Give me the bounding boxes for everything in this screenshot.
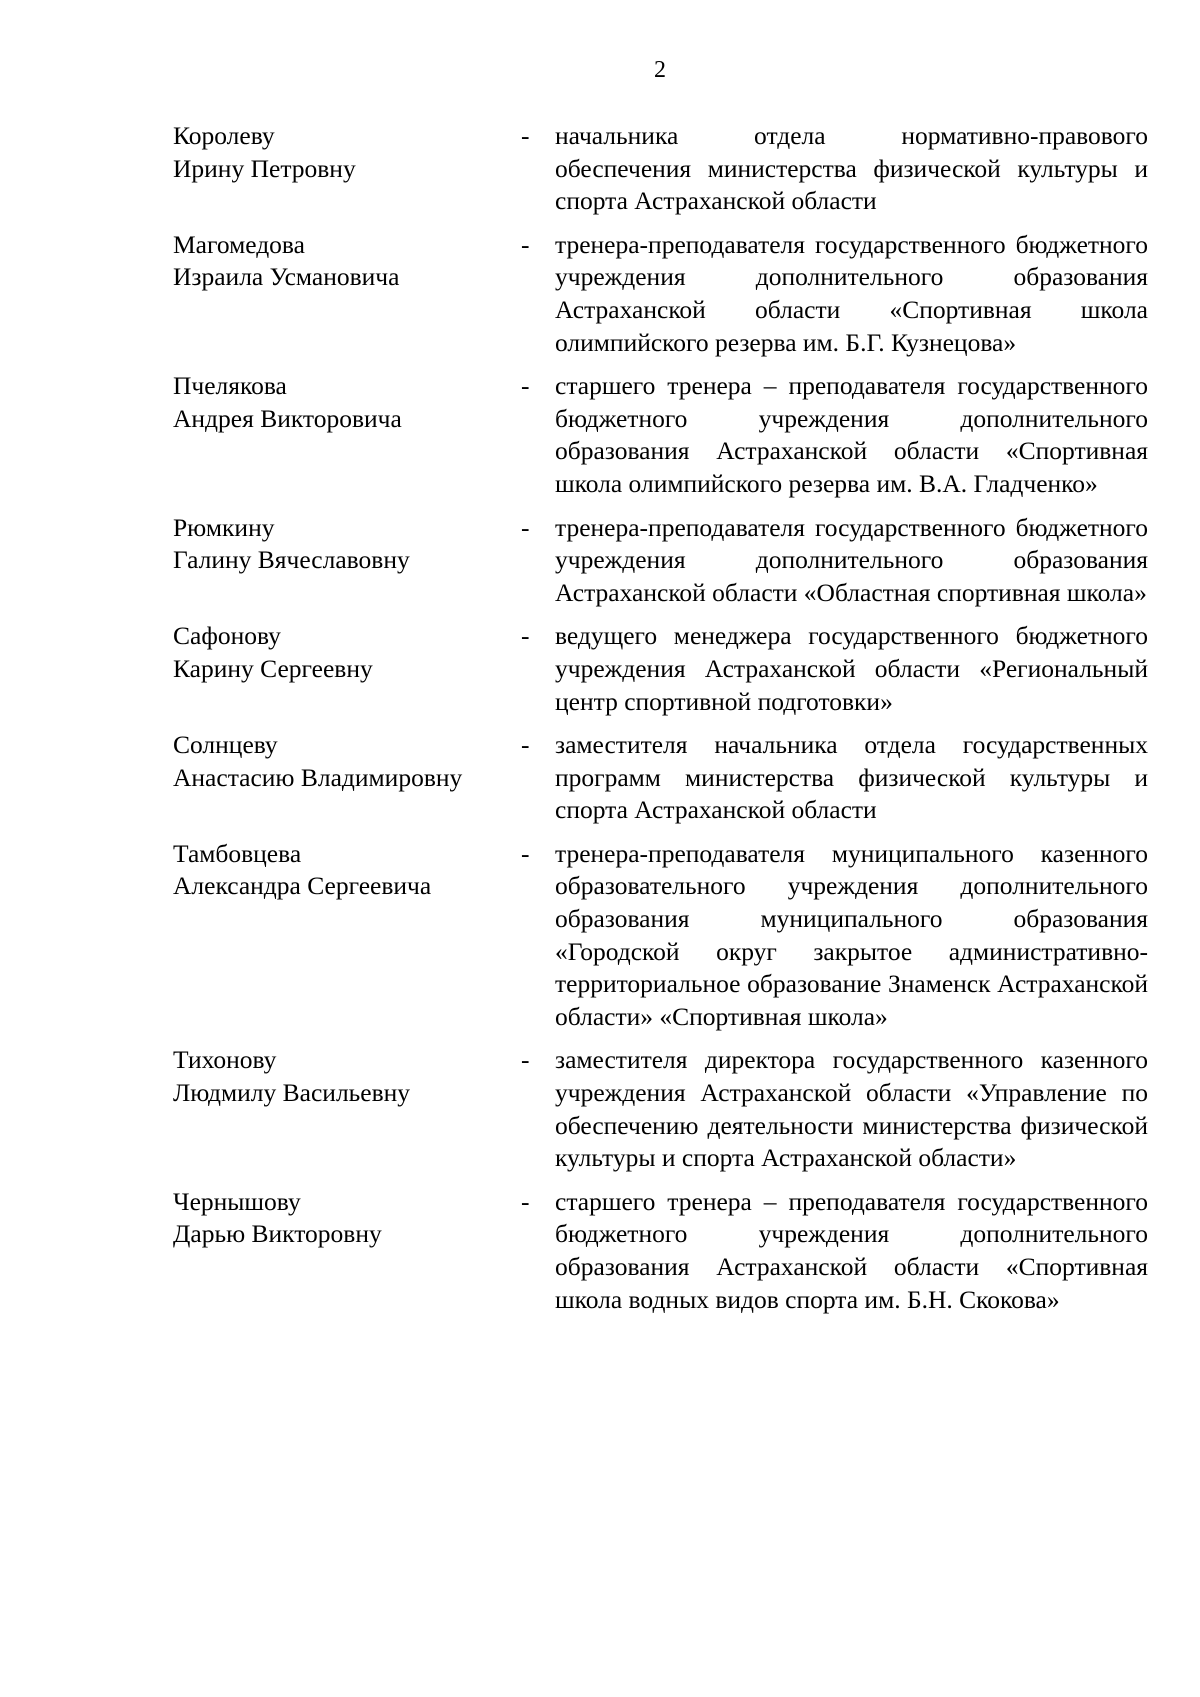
person-position: ведущего менеджера государственного бюджетного учреждения Астраханской области «Региональный центр спортивной подготовки» [555, 621, 1148, 716]
list-item [173, 620, 1148, 718]
award-list [173, 120, 1148, 1327]
person-surname: Солнцеву [173, 730, 278, 760]
person-position: начальника отдела нормативно-правового обеспечения министерства физической культуры и спорта Астраханской области [555, 121, 1148, 216]
list-item [173, 512, 1148, 610]
dash-separator: - [521, 838, 530, 868]
dash-separator: - [521, 621, 530, 651]
person-name [173, 838, 521, 1034]
person-name [173, 1186, 521, 1316]
person-surname: Сафонову [173, 621, 281, 651]
person-given-names: Андрея Викторовича [173, 403, 402, 433]
dash-separator: - [521, 512, 530, 542]
person-position: тренера-преподавателя муниципального казенного образовательного учреждения дополнительного образования муниципального образования «Городской округ закрытое административно-территориальное образование Знаменск Астраханской области» «Спортивная школа» [555, 838, 1148, 1031]
person-name [173, 512, 521, 610]
person-surname: Тамбовцева [173, 838, 302, 868]
person-surname: Королеву [173, 121, 275, 150]
person-position: старшего тренера – преподавателя государственного бюджетного учреждения дополнительного образования Астраханской области «Спортивная школа водных видов спорта им. Б.Н. Скокова» [555, 1186, 1148, 1314]
person-given-names: Галину Вячеславовну [173, 545, 410, 575]
person-given-names: Карину Сергеевну [173, 653, 373, 683]
list-item [173, 370, 1148, 500]
person-surname: Рюмкину [173, 512, 275, 542]
list-item [173, 838, 1148, 1034]
page-number: 2 [654, 57, 666, 83]
person-name [173, 229, 521, 359]
person-given-names: Ирину Петровну [173, 153, 356, 183]
dash-separator: - [521, 229, 530, 259]
person-position: тренера-преподавателя государственного бюджетного учреждения дополнительного образования Астраханской области «Областная спортивная школа» [555, 512, 1148, 607]
person-name [173, 729, 521, 827]
person-position: заместителя начальника отдела государственных программ министерства физической культуры и спорта Астраханской области [555, 730, 1148, 825]
person-name [173, 1044, 521, 1174]
list-item [173, 1186, 1148, 1316]
person-position: заместителя директора государственного казенного учреждения Астраханской области «Управление по обеспечению деятельности министерства физической культуры и спорта Астраханской области» [555, 1045, 1148, 1173]
dash-separator: - [521, 1045, 530, 1075]
person-given-names: Александра Сергеевича [173, 871, 432, 901]
list-item [173, 229, 1148, 359]
list-item [173, 120, 1148, 218]
person-name [173, 370, 521, 500]
dash-separator: - [521, 121, 530, 150]
person-given-names: Людмилу Васильевну [173, 1078, 411, 1108]
person-surname: Пчелякова [173, 371, 287, 401]
person-surname: Тихонову [173, 1045, 277, 1075]
person-surname: Магомедова [173, 229, 305, 259]
person-position: тренера-преподавателя государственного бюджетного учреждения дополнительного образования Астраханской области «Спортивная школа олимпийского резерва им. Б.Г. Кузнецова» [555, 229, 1148, 357]
dash-separator: - [521, 730, 530, 760]
list-item [173, 729, 1148, 827]
dash-separator: - [521, 1186, 530, 1216]
person-position: старшего тренера – преподавателя государственного бюджетного учреждения дополнительного образования Астраханской области «Спортивная школа олимпийского резерва им. В.А. Гладченко» [555, 371, 1148, 498]
list-item [173, 1044, 1148, 1174]
person-name [173, 620, 521, 718]
dash-separator: - [521, 371, 530, 401]
person-name [173, 120, 521, 218]
person-given-names: Израила Усмановича [173, 262, 400, 292]
person-given-names: Анастасию Владимировну [173, 762, 463, 792]
person-surname: Чернышову [173, 1186, 301, 1216]
person-given-names: Дарью Викторовну [173, 1219, 382, 1249]
